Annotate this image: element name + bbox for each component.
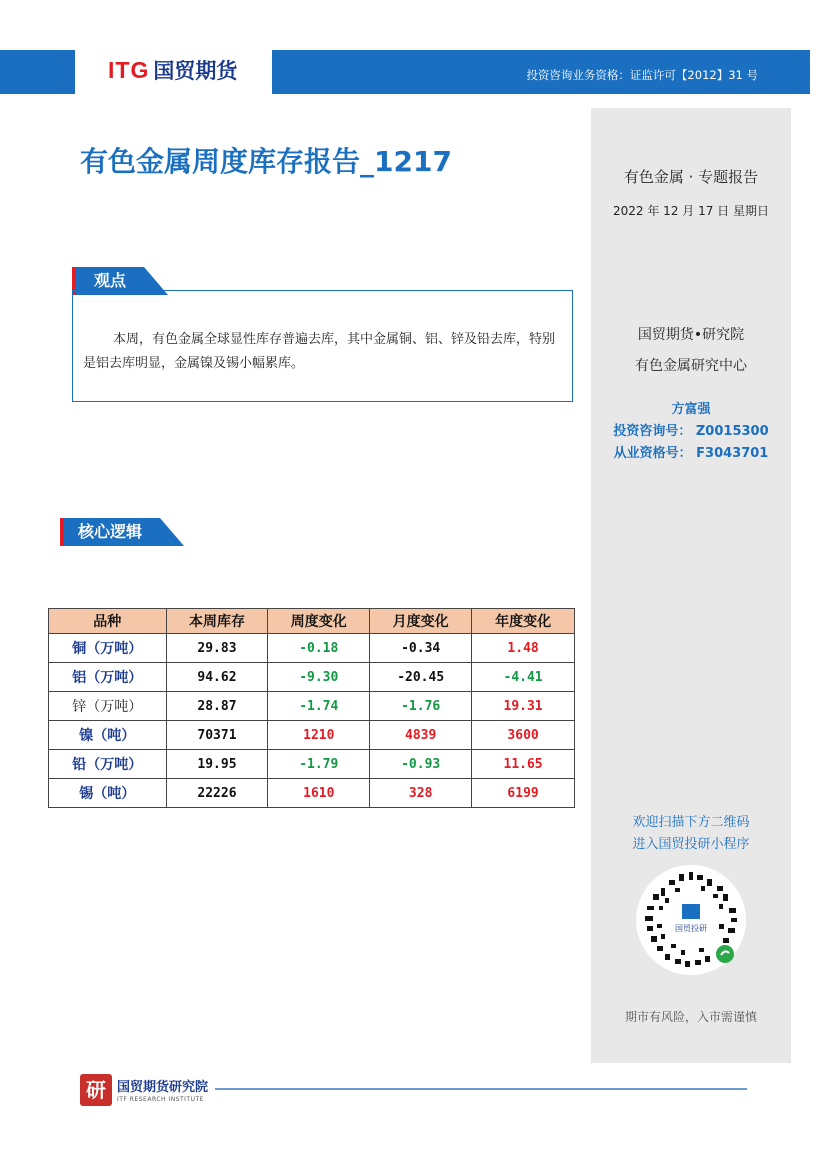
row-name: 锌（万吨） (49, 692, 167, 721)
footer-divider (215, 1088, 747, 1090)
row-year-change: -4.41 (472, 663, 575, 692)
column-header: 月度变化 (370, 609, 472, 634)
row-name: 锡（吨） (49, 779, 167, 808)
sidebar-date: 2022 年 12 月 17 日 星期日 (613, 204, 769, 218)
qr-caption-line2: 进入国贸投研小程序 (632, 837, 750, 852)
row-year-change: 3600 (472, 721, 575, 750)
section-title-logic: 核心逻辑 (78, 522, 143, 541)
row-week-change: -9.30 (268, 663, 370, 692)
row-week-change: 1610 (268, 779, 370, 808)
row-month-change: 328 (370, 779, 472, 808)
logo-cn-text: 国贸期货 (153, 59, 238, 83)
logo-itg-text: ITG (108, 56, 150, 83)
sidebar (591, 108, 791, 1063)
qr-center-label: 国贸投研 (675, 924, 707, 933)
column-header: 周度变化 (268, 609, 370, 634)
page-title: 有色金属周度库存报告_1217 (80, 145, 452, 178)
row-stock: 22226 (166, 779, 268, 808)
row-month-change: -0.34 (370, 634, 472, 663)
row-month-change: -20.45 (370, 663, 472, 692)
row-year-change: 1.48 (472, 634, 575, 663)
column-header: 年度变化 (472, 609, 575, 634)
header-logo (75, 46, 272, 94)
header-bar-right (272, 50, 810, 94)
header-qualification: 投资咨询业务资格：证监许可【2012】31 号 (526, 68, 758, 82)
analyst-consult-number: 投资咨询号： Z0015300 (613, 424, 769, 439)
row-year-change: 11.65 (472, 750, 575, 779)
section-title-view: 观点 (94, 271, 127, 290)
column-header: 本周库存 (166, 609, 268, 634)
row-name: 镍（吨） (49, 721, 167, 750)
qr-code[interactable] (635, 864, 747, 976)
row-stock: 19.95 (166, 750, 268, 779)
inventory-table (48, 608, 575, 808)
row-stock: 70371 (166, 721, 268, 750)
research-logo-icon: 研 (80, 1074, 112, 1106)
row-month-change: -0.93 (370, 750, 472, 779)
view-text: 本周，有色金属全球显性库存普遍去库，其中金属铜、铝、锌及铅去库，特别是铝去库明显，金属镍及锡小幅累库。 (83, 332, 556, 371)
row-stock: 29.83 (166, 634, 268, 663)
row-month-change: -1.76 (370, 692, 472, 721)
row-week-change: -1.79 (268, 750, 370, 779)
risk-warning: 期市有风险，入市需谨慎 (624, 1010, 757, 1024)
table-row (49, 721, 575, 750)
table-row (49, 634, 575, 663)
row-year-change: 6199 (472, 779, 575, 808)
row-name: 铜（万吨） (49, 634, 167, 663)
row-week-change: -0.18 (268, 634, 370, 663)
row-stock: 28.87 (166, 692, 268, 721)
row-week-change: 1210 (268, 721, 370, 750)
row-name: 铝（万吨） (49, 663, 167, 692)
table-row (49, 692, 575, 721)
table-row (49, 663, 575, 692)
sidebar-category: 有色金属 · 专题报告 (623, 168, 759, 186)
footer-institute-name: 国贸期货研究院 (117, 1080, 209, 1095)
table-row (49, 779, 575, 808)
row-week-change: -1.74 (268, 692, 370, 721)
qr-caption-line1: 欢迎扫描下方二维码 (632, 815, 750, 830)
section-header-logic (64, 518, 184, 546)
row-stock: 94.62 (166, 663, 268, 692)
sidebar-institute: 国贸期货•研究院 (637, 327, 745, 343)
view-box (72, 290, 573, 402)
row-month-change: 4839 (370, 721, 472, 750)
sidebar-center: 有色金属研究中心 (635, 358, 747, 374)
analyst-qualification-number: 从业资格号： F3043701 (613, 446, 769, 461)
footer-institute-en: ITF RESEARCH INSTITUTE (117, 1096, 204, 1103)
analyst-name: 方富强 (671, 402, 711, 417)
table-header-row (49, 609, 575, 634)
column-header: 品种 (49, 609, 167, 634)
header-bar-left (0, 50, 75, 94)
row-name: 铅（万吨） (49, 750, 167, 779)
row-year-change: 19.31 (472, 692, 575, 721)
table-row (49, 750, 575, 779)
